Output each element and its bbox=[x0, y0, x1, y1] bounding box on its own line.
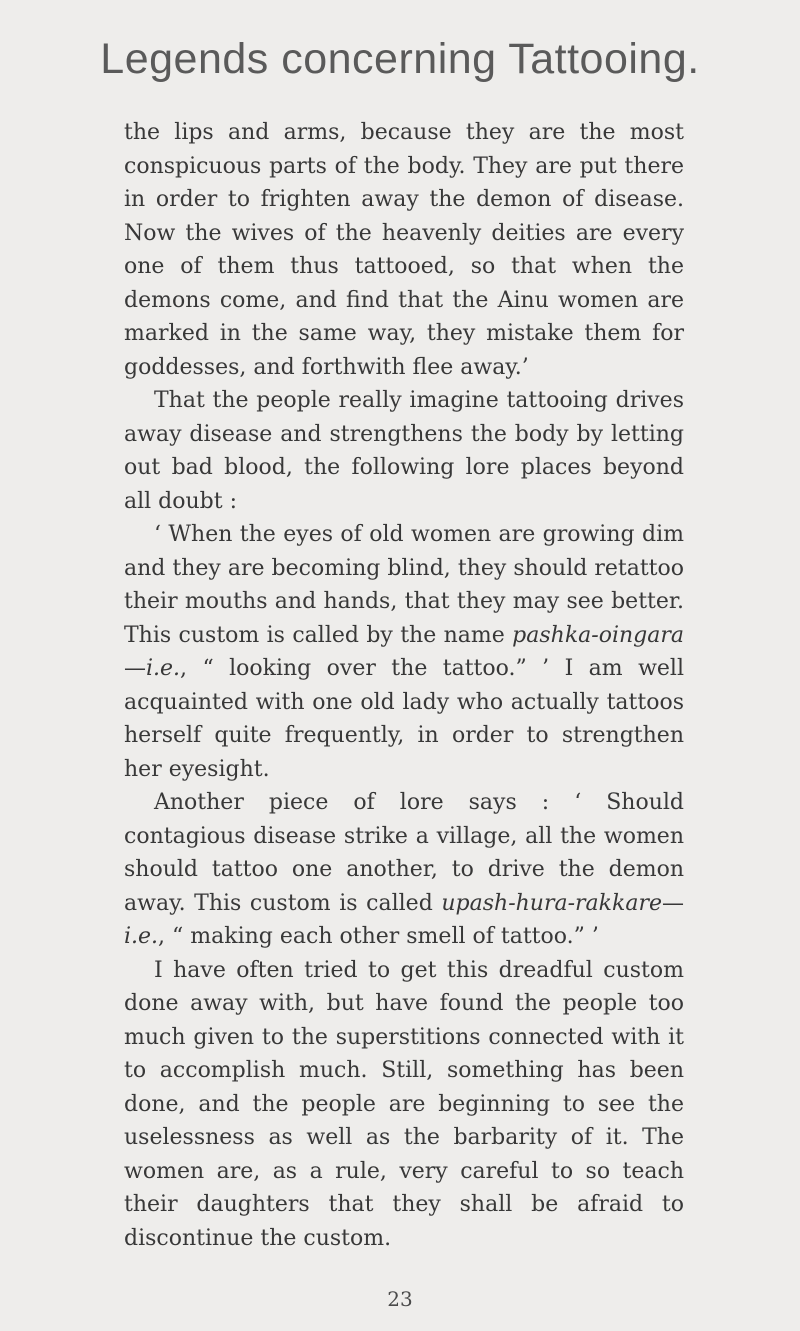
paragraph-3-dash: — bbox=[124, 656, 146, 681]
paragraph-5: I have often tried to get this dreadful custom done away with, but have found the people too much given to the superstitions connected with it to accomplish much. Still, something has been done, and the people are beginning to see the uselessness as well as the barbarity of it. The women are, as a rule, very careful to so teach their daughters that they shall be afraid to discontinue the custom. bbox=[124, 957, 684, 1251]
paragraph-4 bbox=[124, 786, 684, 954]
paragraph-3-text-a: ‘ When the eyes of old women are growing dim and they are becoming blind, they should retattoo their mouths and hands, that they may see better. This custom is called by the name bbox=[124, 522, 684, 648]
paragraph-4-dash: — bbox=[662, 890, 684, 916]
paragraph-1: the lips and arms, because they are the most conspicuous parts of the body. They are put there in order to frighten away the demon of disease. Now the wives of the heavenly deities are every one of them thus tattooed, so that when the demons come, and find that the Ainu women are marked in the same way, they mistake them for goddesses, and forthwith flee away.’ bbox=[124, 120, 684, 380]
paragraph-3-text-c: , “ looking over the tattoo.” ’ I am well acquainted with one old lady who actually tattoos herself quite frequently, in order to strengthen her eyesight. bbox=[124, 656, 684, 782]
abbr-ie: i.e. bbox=[146, 656, 181, 681]
term-pashka-oingara: pashka-oingara bbox=[512, 622, 684, 648]
paragraph-4-text-a: Another piece of lore says : ‘ Should contagious disease strike a village, all the women should tattoo one another, to drive the demon away. This custom is called bbox=[124, 790, 684, 916]
paragraph-3 bbox=[124, 518, 684, 786]
page-number: 23 bbox=[387, 1287, 413, 1311]
body-text bbox=[124, 116, 684, 1255]
running-head: Legends concerning Tattooing. bbox=[100, 35, 700, 83]
paragraph-4-text-c: , “ making each other smell of tattoo.” ’ bbox=[158, 924, 599, 949]
paragraph-2: That the people really imagine tattooing drives away disease and strengthens the body by letting out bad blood, the following lore places beyond all doubt : bbox=[124, 388, 684, 514]
abbr-ie: i.e. bbox=[124, 924, 159, 949]
term-upash-hura-rakkare: upash-hura-rakkare bbox=[441, 890, 662, 916]
